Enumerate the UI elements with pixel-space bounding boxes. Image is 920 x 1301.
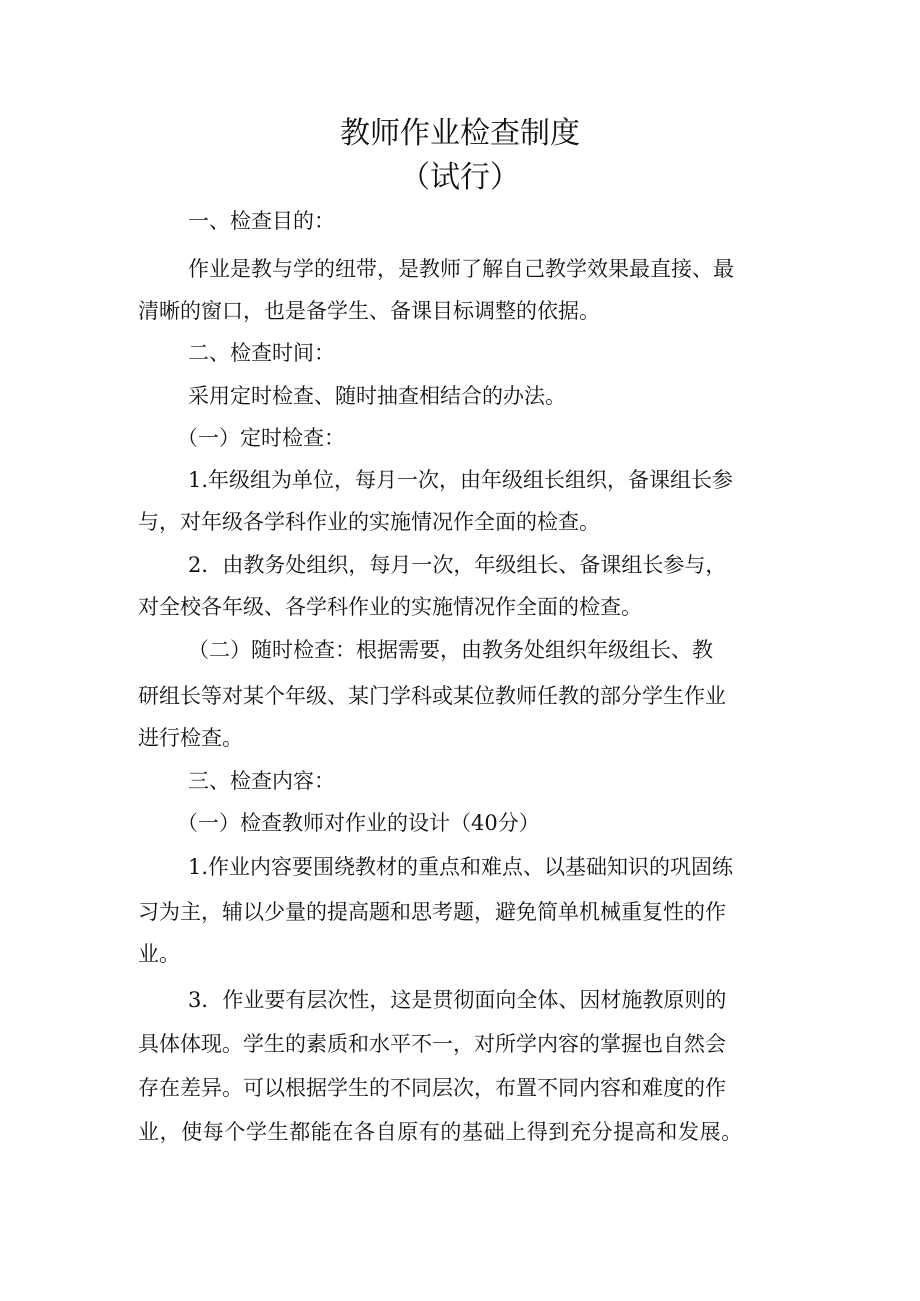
subsection-heading: （一）检查教师对作业的设计（40分）	[177, 811, 540, 835]
document-title: 教师作业检查制度	[340, 116, 580, 151]
document-subtitle: （试行）	[400, 160, 520, 195]
paragraph-line: 1.年级组为单位，每月一次，由年级组长组织，备课组长参	[188, 468, 734, 492]
paragraph-line: 存在差异。可以根据学生的不同层次，布置不同内容和难度的作	[138, 1076, 726, 1100]
paragraph-line: （二）随时检查：根据需要，由教务处组织年级组长、教	[188, 638, 713, 662]
section-heading: 三、检查内容：	[188, 769, 335, 793]
paragraph-line: 1.作业内容要围绕教材的重点和难点、以基础知识的巩固练	[188, 855, 734, 879]
paragraph-line: 具体体现。学生的素质和水平不一，对所学内容的掌握也自然会	[138, 1032, 726, 1056]
paragraph-line: 进行检查。	[138, 726, 243, 750]
subsection-heading: （一）定时检查：	[177, 426, 345, 450]
section-heading: 一、检查目的：	[188, 209, 335, 233]
paragraph-line: 与，对年级各学科作业的实施情况作全面的检查。	[138, 510, 600, 534]
paragraph-line: 业，使每个学生都能在各自原有的基础上得到充分提高和发展。	[138, 1120, 743, 1144]
paragraph-line: 习为主，辅以少量的提高题和思考题，避免简单机械重复性的作	[138, 900, 726, 924]
paragraph-line: 2．由教务处组织，每月一次，年级组长、备课组长参与，	[188, 553, 727, 577]
paragraph-line: 采用定时检查、随时抽查相结合的办法。	[188, 384, 566, 408]
paragraph-line: 业。	[138, 942, 180, 966]
paragraph-line: 3．作业要有层次性，这是贯彻面向全体、因材施教原则的	[188, 988, 727, 1012]
paragraph-line: 作业是教与学的纽带，是教师了解自己教学效果最直接、最	[188, 257, 734, 281]
section-heading: 二、检查时间：	[188, 341, 335, 365]
paragraph-line: 清晰的窗口，也是备学生、备课目标调整的依据。	[138, 299, 600, 323]
paragraph-line: 对全校各年级、各学科作业的实施情况作全面的检查。	[138, 595, 642, 619]
paragraph-line: 研组长等对某个年级、某门学科或某位教师任教的部分学生作业	[138, 684, 726, 708]
